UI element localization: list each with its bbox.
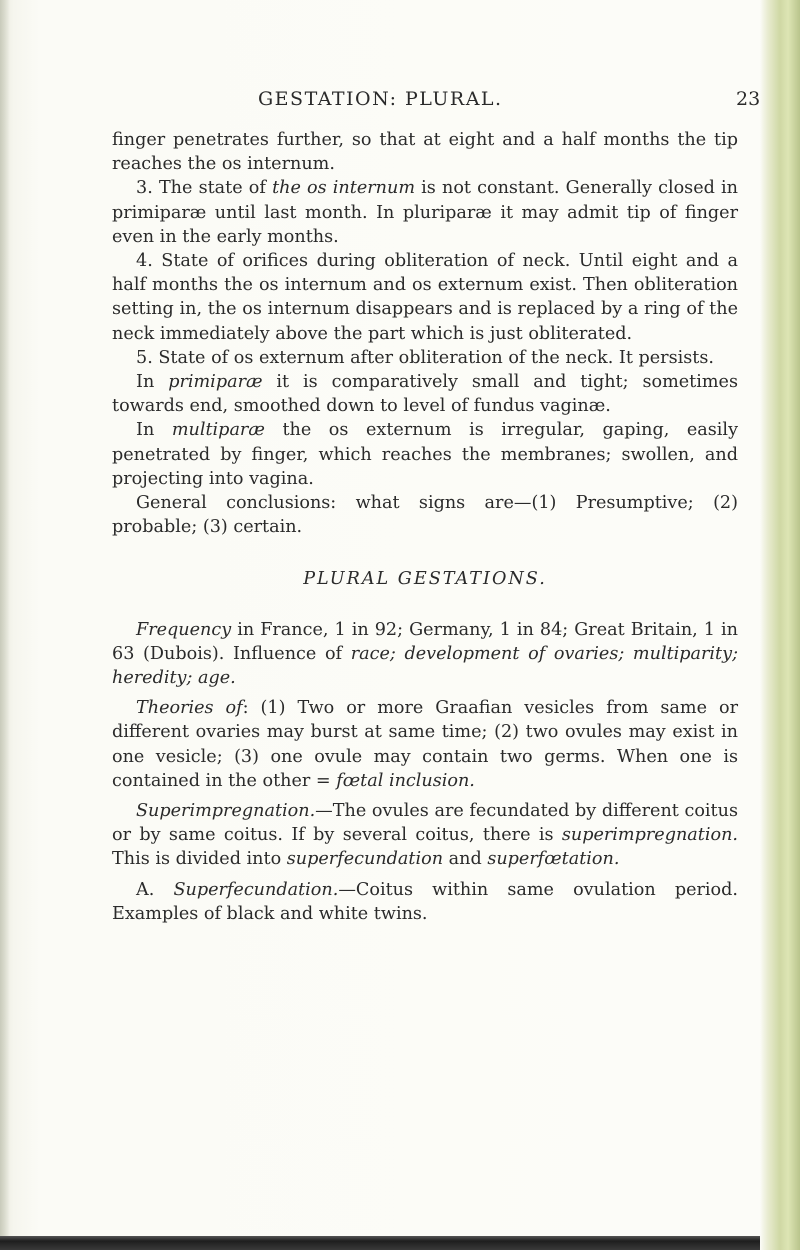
text-run: in France, 1 in 92; Germany, 1 in 84; Great Britain, 1 in 63 (Dubois). Influence of <box>112 619 738 664</box>
text-run: In <box>136 420 172 441</box>
text-run: : (1) Two or more Graafian vesicles from same or different ovaries may burst at same time; (2) two ovules may exist in one vesicle; (3) one ovule may contain two germs. When one is contained in the other = <box>112 698 738 791</box>
italic-run: the os internum <box>272 178 416 199</box>
page-edge-stack <box>760 0 800 1250</box>
paragraph <box>112 696 738 793</box>
italic-run: Superimpregnation. <box>136 801 316 822</box>
text-run: 3. The state of <box>136 178 273 199</box>
text-run: is not constant. Generally closed in primiparæ until last month. In pluriparæ it may admit tip of finger even in the early months. <box>112 178 738 247</box>
paragraph: General conclusions: what signs are—(1) Presumptive; (2) probable; (3) certain. <box>112 493 738 538</box>
running-head: GESTATION: PLURAL. <box>258 88 503 110</box>
section-heading: PLURAL GESTATIONS. <box>303 569 547 590</box>
italic-run: superfœtation. <box>487 849 620 870</box>
italic-run: superfecundation <box>286 849 444 870</box>
italic-run: primiparæ <box>168 372 263 393</box>
italic-run: race; development of ovaries; multiparity; heredity; age. <box>112 643 738 689</box>
bottom-scan-edge <box>0 1236 760 1250</box>
italic-run: superimpregnation. <box>561 825 738 846</box>
paragraph <box>112 176 738 249</box>
paragraph: finger penetrates further, so that at eight and a half months the tip reaches the os internum. <box>112 130 738 175</box>
page-number: 23 <box>736 88 761 110</box>
paragraph <box>112 618 738 691</box>
paragraph <box>112 370 738 418</box>
text-run: the os externum is irregular, gaping, easily penetrated by finger, which reaches the membranes; swollen, and projecting into vagina. <box>112 420 739 489</box>
italic-run: fœtal inclusion. <box>336 770 475 791</box>
text-run: This is divided into <box>112 849 287 870</box>
paragraph: 5. State of os externum after obliteration of the neck. It persists. <box>136 347 714 368</box>
binding-shadow <box>0 0 10 1250</box>
paragraph <box>112 418 738 491</box>
italic-run: multiparæ <box>171 420 265 441</box>
paragraph <box>112 799 738 872</box>
italic-run: Superfecundation. <box>173 879 339 900</box>
text-run: In <box>136 372 169 393</box>
page-header <box>0 88 800 116</box>
paragraph <box>112 878 738 926</box>
italic-run: Frequency <box>136 619 232 640</box>
text-run: it is comparatively small and tight; sometimes towards end, smoothed down to level of fundus vaginæ. <box>112 372 739 417</box>
paragraph: 4. State of orifices during obliteration of neck. Until eight and a half months the os internum and os externum exist. Then obliteration setting in, the os internum disappears and is replaced by a ring of the neck immediately above the part which is just obliterated. <box>112 251 738 344</box>
text-run: A. <box>136 879 174 900</box>
text-run: —The ovules are fecundated by different coitus or by same coitus. If by several coitus, there is <box>112 801 738 846</box>
text-run: —Coitus within same ovulation period. Examples of black and white twins. <box>112 879 738 924</box>
text-run: and <box>443 849 488 870</box>
body-text <box>112 128 738 926</box>
italic-run: Theories of <box>136 698 243 719</box>
